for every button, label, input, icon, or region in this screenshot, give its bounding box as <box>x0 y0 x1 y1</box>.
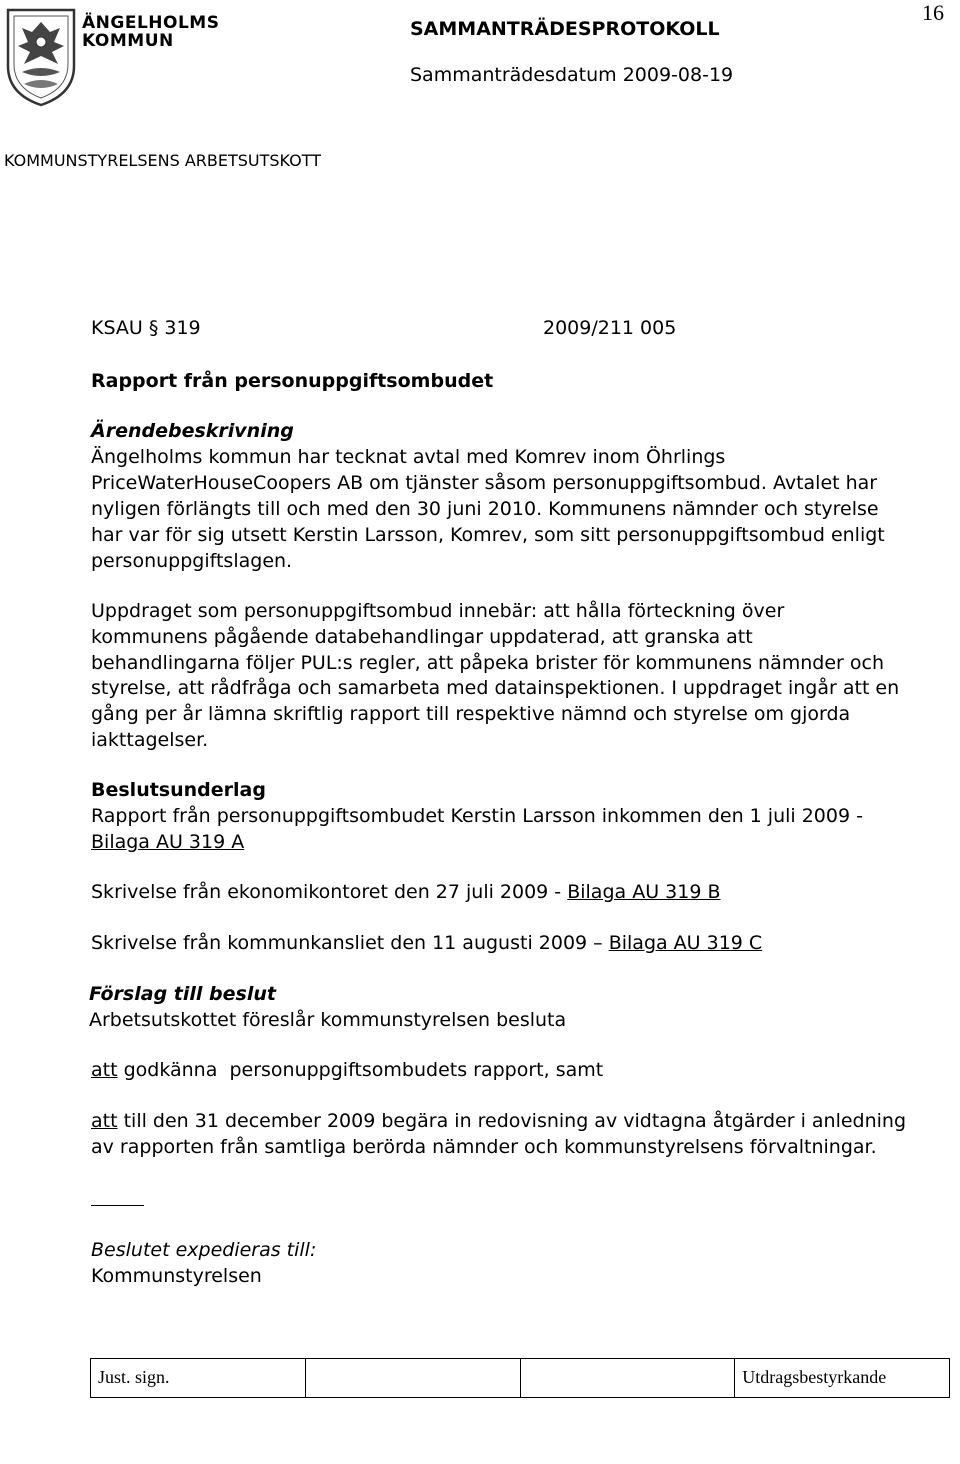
assignment-line: behandlingarna följer PUL:s regler, att påpeka brister för kommunens nämnder och <box>91 652 885 674</box>
basis-item-1-text: Rapport från personuppgiftsombudet Kerstin Larsson inkommen den 1 juli 2009 - <box>91 805 863 827</box>
proposal-intro: Arbetsutskottet föreslår kommunstyrelsen besluta <box>89 1009 567 1031</box>
decision-point-2 <box>91 1108 906 1134</box>
assignment-line: gång per år lämna skriftlig rapport till respektive nämnd och styrelse om gjorda <box>91 703 851 725</box>
case-title: Rapport från personuppgiftsombudet <box>91 370 494 392</box>
decision-point-1-text: godkänna personuppgiftsombudets rapport, samt <box>117 1059 604 1081</box>
assignment-line: Uppdraget som personuppgiftsombud innebär: att hålla förteckning över <box>91 600 785 622</box>
attachment-link-c[interactable]: Bilaga AU 319 C <box>608 932 763 954</box>
document-title: SAMMANTRÄDESPROTOKOLL <box>410 18 720 40</box>
decision-point-2-text: till den 31 december 2009 begära in redovisning av vidtagna åtgärder i anledning <box>117 1110 907 1132</box>
att-keyword: att <box>91 1110 118 1132</box>
dispatch-recipient: Kommunstyrelsen <box>91 1265 262 1287</box>
signature-cell: Just. sign. <box>98 1367 170 1387</box>
attachment-link-a[interactable]: Bilaga AU 319 A <box>91 831 245 853</box>
description-line: PriceWaterHouseCoopers AB om tjänster såsom personuppgiftsombud. Avtalet har <box>91 472 878 494</box>
basis-item-3-text: Skrivelse från kommunkansliet den 11 augusti 2009 – <box>91 932 609 954</box>
signature-cell <box>520 1359 735 1397</box>
page-number: 16 <box>922 0 944 25</box>
attachment-link-b[interactable]: Bilaga AU 319 B <box>567 881 721 903</box>
signature-cell <box>305 1359 520 1397</box>
logo-text-line1: ÄNGELHOLMS <box>82 13 220 33</box>
description-line: Ängelholms kommun har tecknat avtal med Komrev inom Öhrlings <box>91 446 726 468</box>
description-line: nyligen förlängts till och med den 30 juni 2010. Kommunens nämnder och styrelse <box>91 498 879 520</box>
proposal-heading: Förslag till beslut <box>89 983 276 1005</box>
logo-text-line2: KOMMUN <box>82 31 174 51</box>
att-keyword: att <box>91 1059 118 1081</box>
coat-of-arms-icon <box>4 6 78 108</box>
dispatch-heading: Beslutet expedieras till: <box>91 1239 317 1261</box>
basis-item-3 <box>91 930 762 956</box>
basis-item-2 <box>91 879 720 905</box>
description-line: har var för sig utsett Kerstin Larsson, Komrev, som sitt personuppgiftsombud enligt <box>91 524 885 546</box>
case-number: KSAU § 319 <box>91 317 201 339</box>
basis-heading: Beslutsunderlag <box>91 779 266 801</box>
assignment-line: kommunens pågående databehandlingar uppdaterad, att granska att <box>91 626 753 648</box>
description-heading: Ärendebeskrivning <box>91 420 294 442</box>
committee-name: KOMMUNSTYRELSENS ARBETSUTSKOTT <box>4 151 322 170</box>
meeting-date: Sammanträdesdatum 2009-08-19 <box>410 64 734 86</box>
decision-point-2-continuation: av rapporten från samtliga berörda nämnder och kommunstyrelsens förvaltningar. <box>91 1136 877 1158</box>
signature-table <box>90 1358 950 1398</box>
separator-line <box>91 1205 144 1206</box>
case-reference: 2009/211 005 <box>543 317 677 339</box>
basis-item-2-text: Skrivelse från ekonomikontoret den 27 juli 2009 - <box>91 881 568 903</box>
assignment-line: iakttagelser. <box>91 729 209 751</box>
description-line: personuppgiftslagen. <box>91 550 293 572</box>
decision-point-1 <box>91 1057 603 1083</box>
certification-cell: Utdragsbestyrkande <box>734 1359 949 1397</box>
assignment-line: styrelse, att rådfråga och samarbeta med datainspektionen. I uppdraget ingår att en <box>91 677 900 699</box>
